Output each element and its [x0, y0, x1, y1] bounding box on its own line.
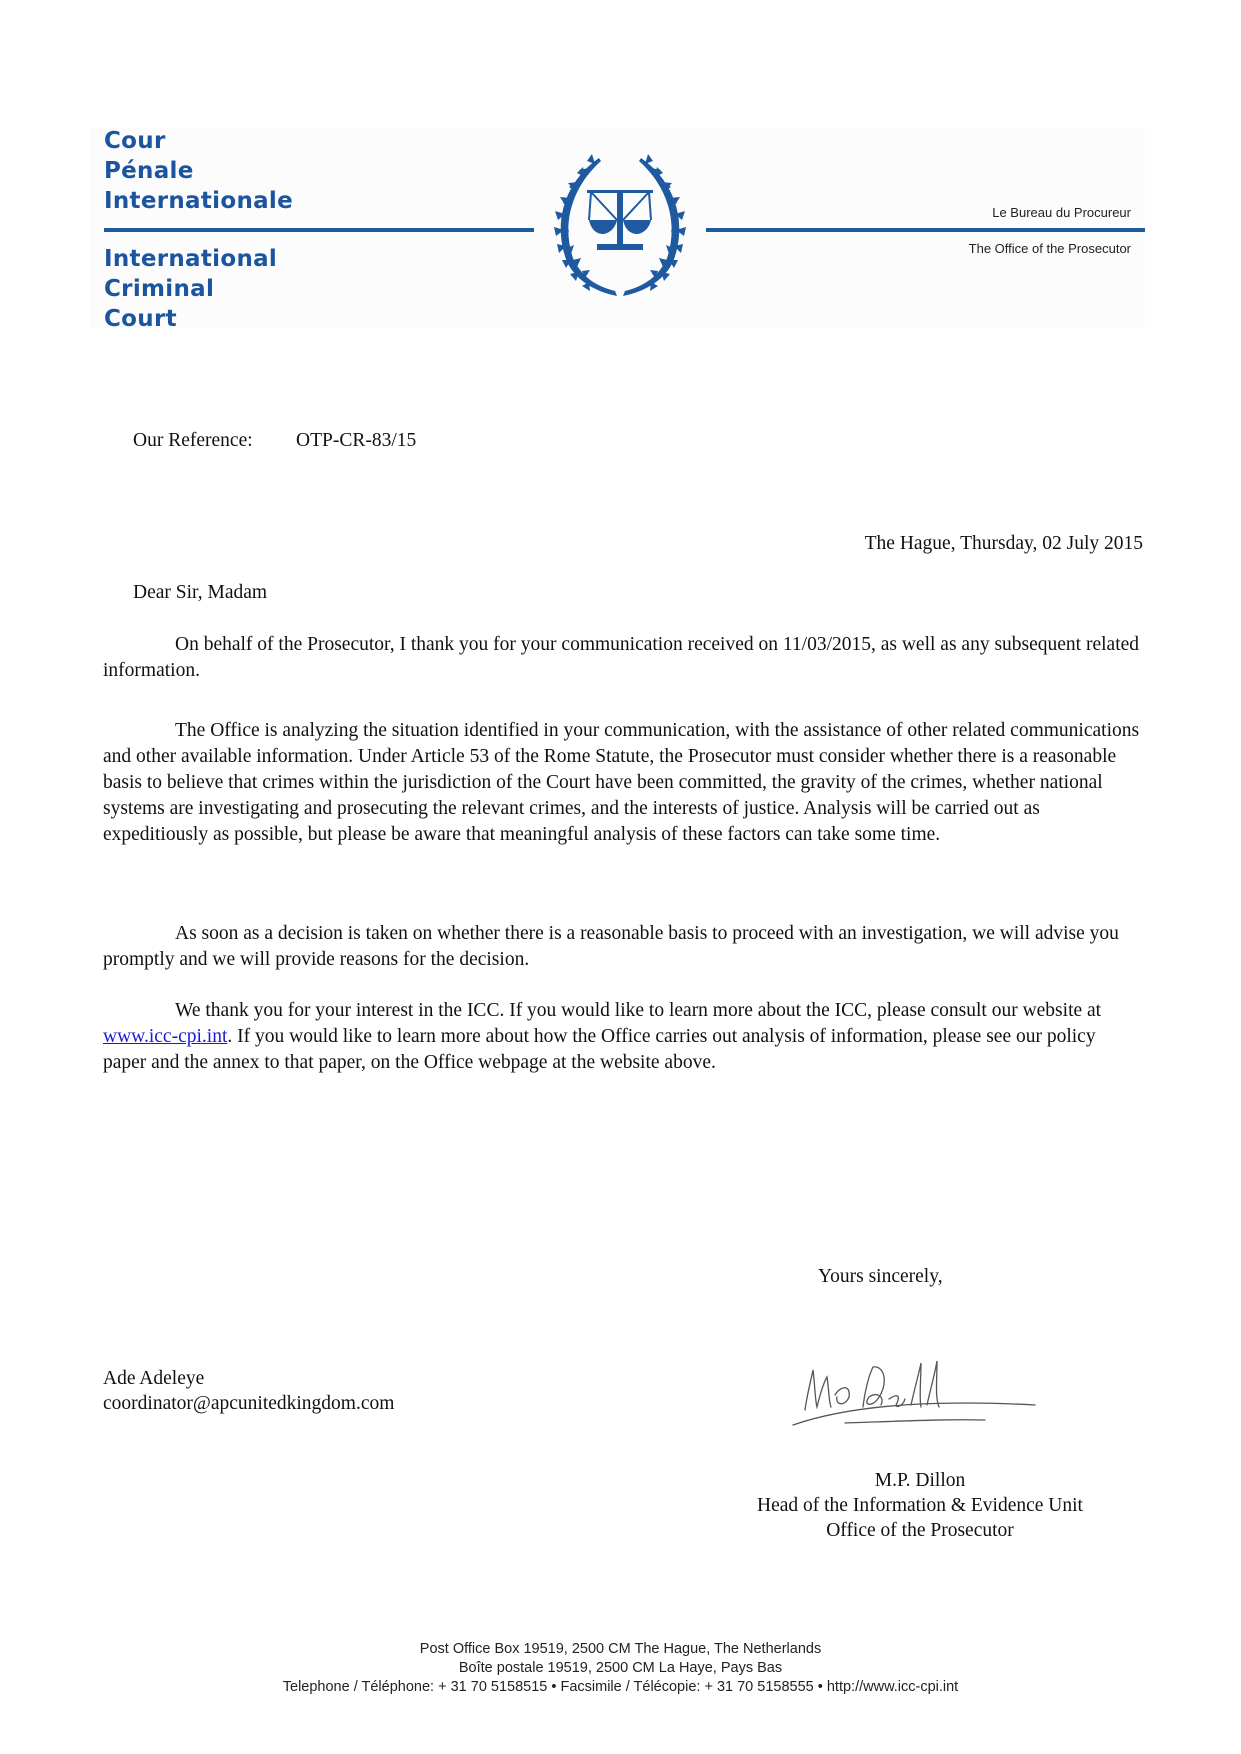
org-name-en-line-3: Court	[104, 306, 177, 332]
org-name-english	[104, 244, 277, 334]
paragraph-4-text	[103, 998, 1143, 1076]
footer-line-2: Boîte postale 19519, 2500 CM La Haye, Pays Bas	[458, 1660, 783, 1676]
reference-line	[133, 430, 416, 452]
paragraph-3	[103, 921, 1143, 973]
paragraph-3-text: As soon as a decision is taken on whether there is a reasonable basis to proceed with an investigation, we will advise you promptly and we will provide reasons for the decision.	[103, 923, 1119, 970]
paragraph-1-text: On behalf of the Prosecutor, I thank you for your communication received on 11/03/2015, as well as any subsequent related information.	[103, 634, 1140, 681]
org-name-french	[104, 126, 293, 216]
office-name-french: Le Bureau du Procureur	[992, 205, 1131, 220]
paragraph-4	[103, 998, 1143, 1076]
salutation: Dear Sir, Madam	[133, 582, 268, 603]
icc-website-link[interactable]: www.icc-cpi.int	[103, 1026, 228, 1047]
recipient-block	[103, 1366, 394, 1416]
date-line: The Hague, Thursday, 02 July 2015	[864, 533, 1143, 554]
scales-of-justice-laurel-icon	[537, 150, 703, 300]
signatory-title: Head of the Information & Evidence Unit	[757, 1495, 1083, 1516]
footer-line-1: Post Office Box 19519, 2500 CM The Hague, The Netherlands	[419, 1641, 822, 1657]
header-rule-right	[706, 228, 1145, 232]
reference-label: Our Reference:	[133, 430, 253, 451]
reference-value: OTP-CR-83/15	[296, 430, 417, 451]
paragraph-4-tail: . If you would like to learn more about how the Office carries out analysis of information, please see our policy paper and the annex to that paper, on the Office webpage at the website above.	[103, 1026, 1096, 1073]
org-name-fr-line-1: Cour	[104, 128, 166, 154]
footer-line-3: Telephone / Téléphone: + 31 70 5158515 • Facsimile / Télécopie: + 31 70 5158555 • http://www.icc-cpi.int	[282, 1679, 959, 1695]
org-name-en-line-2: Criminal	[104, 276, 215, 302]
closing: Yours sincerely,	[818, 1266, 943, 1287]
paragraph-2-text: The Office is analyzing the situation identified in your communication, with the assistance of other related communications and other available information. Under Article 53 of the Rome Statute, the Prosecutor must consider whether there is a reasonable basis to believe that crimes within the jurisdiction of the Court have been committed, the gravity of the crimes, whether national systems are investigating and prosecuting the relevant crimes, and the interests of justice. Analysis will be carried out as expeditiously as possible, but please be aware that meaningful analysis of these factors can take some time.	[103, 720, 1140, 845]
org-name-fr-line-2: Pénale	[104, 158, 194, 184]
signatory-office: Office of the Prosecutor	[826, 1520, 1014, 1541]
handwritten-signature-icon	[785, 1345, 1055, 1430]
paragraph-4-lead: We thank you for your interest in the ICC. If you would like to learn more about the ICC, please consult our website at	[175, 1000, 1102, 1021]
signatory-name: M.P. Dillon	[874, 1470, 966, 1491]
header-rule-left	[104, 228, 534, 232]
office-name-english: The Office of the Prosecutor	[968, 241, 1131, 256]
org-name-en-line-1: International	[104, 246, 278, 272]
paragraph-1	[103, 632, 1143, 684]
letterhead	[90, 128, 1145, 332]
signatory-block	[700, 1468, 1140, 1543]
footer-address	[0, 1640, 1241, 1697]
recipient-name: Ade Adeleye	[103, 1368, 205, 1389]
recipient-email: coordinator@apcunitedkingdom.com	[103, 1393, 395, 1414]
org-name-fr-line-3: Internationale	[104, 188, 294, 214]
paragraph-2	[103, 718, 1143, 848]
